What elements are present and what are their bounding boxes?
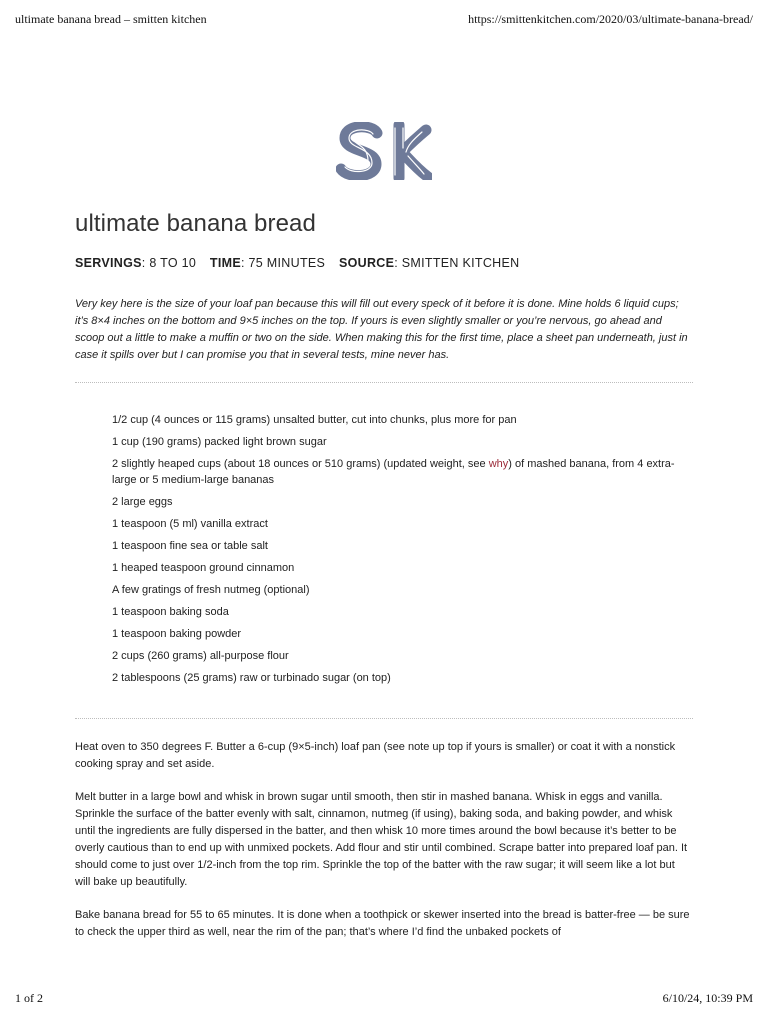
servings-label: SERVINGS — [75, 256, 142, 270]
recipe-title: ultimate banana bread — [75, 210, 316, 237]
recipe-content — [75, 205, 693, 957]
section-divider — [75, 382, 693, 383]
ingredient-item: 2 cups (260 grams) all-purpose flour — [112, 650, 289, 662]
print-datetime: 6/10/24, 10:39 PM — [662, 991, 753, 1005]
ingredient-item: 1 teaspoon fine sea or table salt — [112, 540, 268, 552]
ingredients-list — [75, 412, 693, 686]
page-number: 1 of 2 — [15, 991, 43, 1005]
time-value: : 75 MINUTES — [240, 256, 326, 270]
ingredient-item — [112, 456, 693, 488]
ingredient-item: 1 teaspoon baking soda — [112, 606, 229, 618]
source-value: : SMITTEN KITCHEN — [394, 256, 520, 270]
source-label: SOURCE — [338, 256, 395, 270]
direction-step: Melt butter in a large bowl and whisk in brown sugar until smooth, then stir in mashed banana. Whisk in eggs and vanilla. Sprinkle the surface of the batter evenly with salt, cinnamon, nutmeg (if using), baking soda, and baking powder, and whisk until the ingredients are fully dispersed in the batter, and then whisk 10 more times around the bowl because it’s better to be overly cautious than to end up with unmixed pockets. Add flour and stir until combined. Scrape batter into prepared loaf pan. It should come to just over 1/2-inch from the top rim. Sprinkle the top of the batter with the raw sugar; it will seem like a lot but will bake up beautifully. — [75, 791, 688, 888]
recipe-headnote: Very key here is the size of your loaf pan because this will fill out every speck of it before it is done. Mine holds 6 liquid cups; it’s 8×4 inches on the bottom and 9×5 inches on the top. If yours is even slightly smaller or you’re nervous, go ahead and scoop out a little to make a muffin or two on the side. When making this for the first time, place a sheet pan underneath, just in case it spills over but I can promise you that in several tests, mine never has. — [75, 298, 688, 361]
ingredient-item: 1/2 cup (4 ounces or 115 grams) unsalted butter, cut into chunks, plus more for pan — [112, 414, 517, 426]
ingredient-text: ) of mashed banana, from 4 extra-large or 5 medium-large bananas — [112, 458, 675, 486]
why-link[interactable]: why — [488, 458, 509, 470]
ingredient-item: A few gratings of fresh nutmeg (optional) — [112, 584, 310, 596]
time-meta — [210, 254, 325, 272]
ingredient-item: 1 cup (190 grams) packed light brown sugar — [112, 436, 327, 448]
ingredient-item: 2 large eggs — [112, 496, 173, 508]
smitten-kitchen-logo[interactable] — [336, 122, 432, 180]
ingredient-item: 1 teaspoon (5 ml) vanilla extract — [112, 518, 268, 530]
source-meta — [339, 254, 520, 272]
direction-step: Heat oven to 350 degrees F. Butter a 6-cup (9×5-inch) loaf pan (see note up top if yours is smaller) or coat it with a nonstick cooking spray and set aside. — [75, 741, 676, 770]
servings-value: : 8 TO 10 — [141, 256, 197, 270]
recipe-meta — [75, 254, 693, 272]
print-footer — [15, 991, 753, 1009]
ingredient-item: 2 tablespoons (25 grams) raw or turbinado sugar (on top) — [112, 672, 391, 684]
ingredient-item: 1 teaspoon baking powder — [112, 628, 242, 640]
print-page-url: https://smittenkitchen.com/2020/03/ultimate-banana-bread/ — [468, 12, 753, 26]
time-label: TIME — [209, 256, 241, 270]
ingredient-item: 1 heaped teaspoon ground cinnamon — [112, 562, 295, 574]
print-page-title: ultimate banana bread – smitten kitchen — [15, 12, 207, 26]
print-header — [15, 12, 753, 30]
ingredient-text: 2 slightly heaped cups (about 18 ounces or 510 grams) (updated weight, see — [112, 458, 489, 470]
section-divider — [75, 718, 693, 719]
sk-logo-mark — [336, 122, 432, 180]
direction-step: Bake banana bread for 55 to 65 minutes. It is done when a toothpick or skewer inserted into the bread is batter-free — be sure to check the upper third as well, near the rim of the pan; that’s where I’d find the unbaked pockets of — [75, 909, 690, 938]
directions — [75, 739, 693, 941]
servings-meta — [75, 254, 196, 272]
